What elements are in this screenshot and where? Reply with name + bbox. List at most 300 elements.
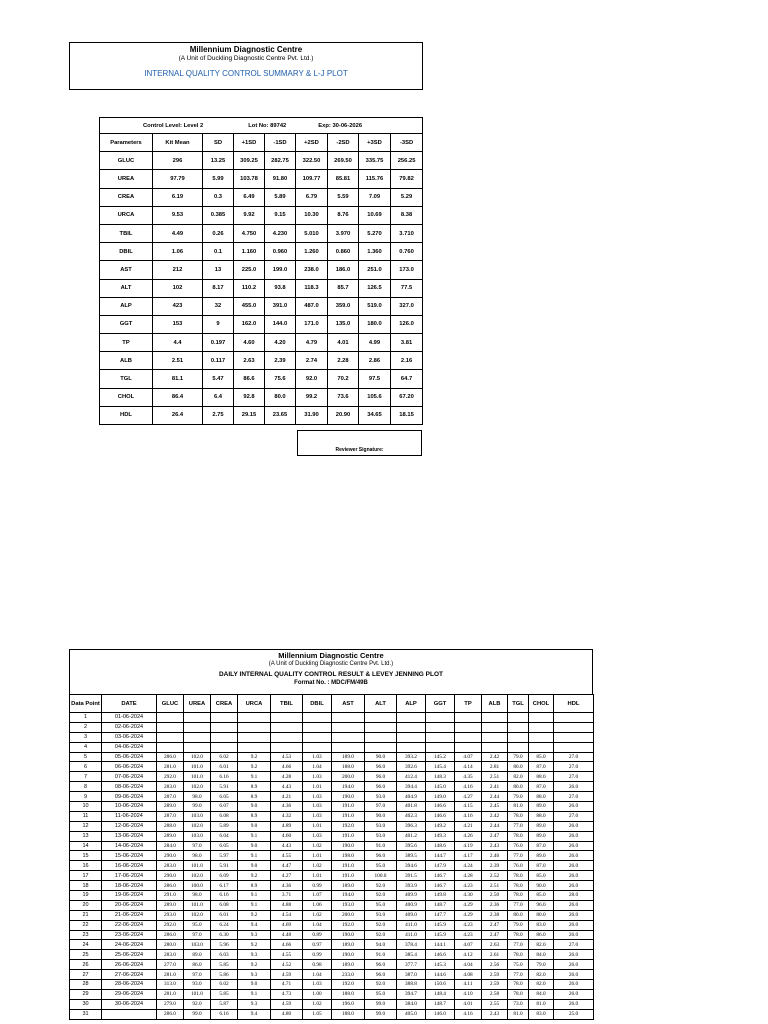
- result-date: 11-06-2024: [102, 811, 157, 821]
- result-value: 392.6: [397, 762, 426, 772]
- result-value: 93.0: [365, 821, 397, 831]
- result-value: 4.43: [271, 782, 303, 792]
- result-value: 146.6: [426, 811, 455, 821]
- result-value: 9.2: [238, 940, 271, 950]
- result-value: 193.0: [332, 900, 365, 910]
- summary-cell: 0.197: [203, 334, 234, 352]
- result-value: 89.0: [529, 821, 554, 831]
- result-value: 101.0: [184, 772, 211, 782]
- daily-row: [70, 821, 594, 831]
- result-value: [529, 742, 554, 752]
- summary-cell: 97.5: [359, 370, 391, 388]
- summary-cell: 67.20: [391, 388, 423, 406]
- result-value: 148.7: [426, 900, 455, 910]
- summary-cell: 2.86: [359, 352, 391, 370]
- result-value: 188.0: [332, 762, 365, 772]
- result-value: 81.0: [508, 1009, 529, 1019]
- result-value: 191.0: [332, 811, 365, 821]
- result-value: 25.0: [554, 1009, 594, 1019]
- result-value: 26.0: [554, 999, 594, 1009]
- result-value: 411.0: [397, 920, 426, 930]
- result-value: 291.0: [157, 891, 184, 901]
- result-value: 4.52: [271, 960, 303, 970]
- summary-cell: 519.0: [359, 297, 391, 315]
- expiry-date: Exp: 30-06-2026: [318, 122, 363, 129]
- summary-cell: 34.65: [359, 406, 391, 424]
- result-value: 394.4: [397, 782, 426, 792]
- result-value: 279.0: [157, 999, 184, 1009]
- result-value: 1.03: [303, 802, 332, 812]
- summary-cell: 105.6: [359, 388, 391, 406]
- result-value: 98.0: [184, 792, 211, 802]
- result-value: 404.9: [397, 792, 426, 802]
- result-value: 78.0: [508, 891, 529, 901]
- result-value: 100.0: [184, 881, 211, 891]
- result-value: 0.98: [303, 960, 332, 970]
- result-value: 2.59: [482, 980, 508, 990]
- result-value: 2.42: [482, 811, 508, 821]
- result-value: 4.16: [455, 782, 482, 792]
- summary-cell: 0.26: [203, 224, 234, 242]
- result-date: 16-06-2024: [102, 861, 157, 871]
- result-value: [184, 732, 211, 742]
- summary-cell: 0.960: [265, 243, 296, 261]
- summary-cell: 5.99: [203, 170, 234, 188]
- result-value: [426, 722, 455, 732]
- data-point: 26: [70, 960, 102, 970]
- result-value: 2.56: [482, 960, 508, 970]
- result-value: 4.26: [455, 831, 482, 841]
- summary-cell: 20.90: [328, 406, 359, 424]
- result-value: 103.0: [184, 831, 211, 841]
- summary-cell: 1.160: [234, 243, 265, 261]
- result-value: 409.0: [397, 910, 426, 920]
- summary-cell: 13: [203, 261, 234, 279]
- result-value: 77.0: [508, 821, 529, 831]
- daily-row: [70, 980, 594, 990]
- result-value: 27.0: [554, 752, 594, 762]
- result-value: 2.44: [482, 821, 508, 831]
- result-value: 92.0: [184, 999, 211, 1009]
- result-value: 145.2: [426, 752, 455, 762]
- result-value: 79.0: [529, 960, 554, 970]
- result-value: 26.0: [554, 900, 594, 910]
- result-value: 85.0: [529, 871, 554, 881]
- result-date: 26-06-2024: [102, 960, 157, 970]
- summary-cell: 0.860: [328, 243, 359, 261]
- summary-cell: 6.79: [296, 188, 328, 206]
- result-value: 6.02: [211, 980, 238, 990]
- data-point: 23: [70, 930, 102, 940]
- result-value: 6.07: [211, 802, 238, 812]
- result-date: 04-06-2024: [102, 742, 157, 752]
- summary-cell: 26.4: [153, 406, 203, 424]
- summary-cell: 80.0: [265, 388, 296, 406]
- result-value: 79.0: [508, 920, 529, 930]
- result-value: 4.23: [455, 930, 482, 940]
- summary-cell: 8.38: [391, 206, 423, 224]
- result-date: 09-06-2024: [102, 792, 157, 802]
- result-value: 81.0: [508, 802, 529, 812]
- result-value: 103.0: [184, 940, 211, 950]
- summary-cell: 162.0: [234, 315, 265, 333]
- result-value: 6.02: [211, 752, 238, 762]
- summary-cell: 3.970: [328, 224, 359, 242]
- result-value: [554, 732, 594, 742]
- result-value: 97.0: [184, 841, 211, 851]
- result-value: 6.16: [211, 891, 238, 901]
- daily-row: [70, 970, 594, 980]
- parameter-name: ALP: [100, 297, 153, 315]
- result-value: [238, 742, 271, 752]
- result-value: 9.0: [238, 841, 271, 851]
- result-value: 6.16: [211, 1009, 238, 1019]
- result-value: [365, 713, 397, 723]
- result-date: 17-06-2024: [102, 871, 157, 881]
- result-value: 1.03: [303, 831, 332, 841]
- summary-cell: 5.59: [328, 188, 359, 206]
- result-value: 191.0: [332, 871, 365, 881]
- result-value: 189.0: [332, 960, 365, 970]
- result-value: 1.07: [303, 891, 332, 901]
- control-level: Control Level: Level 2: [143, 122, 204, 129]
- result-value: 96.0: [529, 900, 554, 910]
- daily-row: [70, 910, 594, 920]
- result-value: 26.0: [554, 802, 594, 812]
- result-value: [211, 713, 238, 723]
- result-value: [365, 742, 397, 752]
- result-value: [238, 732, 271, 742]
- result-value: 9.2: [238, 762, 271, 772]
- daily-qc-table: [69, 694, 594, 1020]
- result-value: 1.01: [303, 821, 332, 831]
- daily-row: [70, 762, 594, 772]
- result-value: 101.0: [184, 762, 211, 772]
- result-value: 190.0: [332, 841, 365, 851]
- summary-cell: 4.79: [296, 334, 328, 352]
- result-value: 97.0: [365, 802, 397, 812]
- result-value: 79.0: [508, 752, 529, 762]
- result-value: 92.0: [365, 891, 397, 901]
- result-date: 18-06-2024: [102, 881, 157, 891]
- summary-row: [100, 261, 423, 279]
- data-point: 16: [70, 861, 102, 871]
- daily-row: [70, 713, 594, 723]
- result-value: 9.1: [238, 851, 271, 861]
- result-date: 02-06-2024: [102, 722, 157, 732]
- result-value: 97.0: [184, 930, 211, 940]
- data-point: 8: [70, 782, 102, 792]
- result-value: 85.0: [529, 891, 554, 901]
- summary-column-header: +1SD: [234, 134, 265, 152]
- result-value: [529, 713, 554, 723]
- result-value: 384.0: [397, 999, 426, 1009]
- result-value: 1.03: [303, 772, 332, 782]
- result-value: 81.0: [529, 999, 554, 1009]
- result-value: [332, 732, 365, 742]
- result-value: 286.0: [157, 881, 184, 891]
- result-value: [455, 722, 482, 732]
- result-value: 82.0: [529, 970, 554, 980]
- result-value: 401.2: [397, 831, 426, 841]
- summary-row: [100, 206, 423, 224]
- result-value: [211, 722, 238, 732]
- summary-cell: 85.7: [328, 279, 359, 297]
- result-value: 82.0: [529, 980, 554, 990]
- result-value: [397, 732, 426, 742]
- result-value: 73.0: [508, 999, 529, 1009]
- data-point: 11: [70, 811, 102, 821]
- result-value: 290.0: [157, 851, 184, 861]
- result-value: 288.0: [157, 821, 184, 831]
- result-value: 149.2: [426, 821, 455, 831]
- result-value: 0.97: [303, 940, 332, 950]
- result-value: 412.4: [397, 772, 426, 782]
- result-value: [211, 742, 238, 752]
- result-value: 1.02: [303, 861, 332, 871]
- result-value: 4.07: [455, 940, 482, 950]
- result-date: 28-06-2024: [102, 980, 157, 990]
- result-value: 4.21: [271, 792, 303, 802]
- data-point: 7: [70, 772, 102, 782]
- result-value: 89.0: [529, 802, 554, 812]
- daily-row: [70, 920, 594, 930]
- result-value: [184, 722, 211, 732]
- summary-cell: 79.82: [391, 170, 423, 188]
- summary-cell: 23.65: [265, 406, 296, 424]
- result-value: 96.0: [365, 851, 397, 861]
- result-value: 2.51: [482, 772, 508, 782]
- daily-column-header: CHOL: [529, 695, 554, 713]
- result-value: 4.11: [455, 980, 482, 990]
- result-value: 26.0: [554, 920, 594, 930]
- summary-cell: 115.76: [359, 170, 391, 188]
- result-value: [332, 722, 365, 732]
- summary-cell: 173.0: [391, 261, 423, 279]
- summary-cell: 4.60: [234, 334, 265, 352]
- result-value: 96.0: [365, 782, 397, 792]
- summary-org-sub: (A Unit of Duckling Diagnostic Centre Pvt. Ltd.): [178, 55, 314, 62]
- result-value: [426, 713, 455, 723]
- data-point: 14: [70, 841, 102, 851]
- result-value: 2.42: [482, 752, 508, 762]
- result-value: 100.0: [365, 871, 397, 881]
- result-value: 2.81: [482, 762, 508, 772]
- result-value: 389.5: [397, 851, 426, 861]
- daily-row: [70, 831, 594, 841]
- data-point: 6: [70, 762, 102, 772]
- result-value: 102.0: [184, 910, 211, 920]
- result-value: 99.0: [365, 999, 397, 1009]
- result-value: 102.0: [184, 821, 211, 831]
- result-value: 4.27: [271, 871, 303, 881]
- summary-cell: 225.0: [234, 261, 265, 279]
- result-value: 4.23: [455, 881, 482, 891]
- result-value: 4.27: [455, 792, 482, 802]
- result-value: [397, 713, 426, 723]
- result-value: 9.4: [238, 920, 271, 930]
- result-value: 146.6: [426, 802, 455, 812]
- result-value: [482, 713, 508, 723]
- data-point: 1: [70, 713, 102, 723]
- summary-cell: 4.230: [265, 224, 296, 242]
- summary-cell: 85.81: [328, 170, 359, 188]
- result-value: 89.0: [184, 950, 211, 960]
- result-value: 289.0: [157, 802, 184, 812]
- result-value: 1.02: [303, 910, 332, 920]
- summary-row: [100, 170, 423, 188]
- summary-cell: 103.78: [234, 170, 265, 188]
- daily-column-header: DBIL: [303, 695, 332, 713]
- summary-cell: 423: [153, 297, 203, 315]
- summary-title: INTERNAL QUALITY CONTROL SUMMARY & L-J PLOT: [144, 69, 348, 78]
- result-date: 05-06-2024: [102, 752, 157, 762]
- summary-cell: 9.92: [234, 206, 265, 224]
- result-value: 287.0: [157, 792, 184, 802]
- summary-cell: 1.260: [296, 243, 328, 261]
- summary-row: [100, 352, 423, 370]
- result-value: 6.05: [211, 841, 238, 851]
- result-value: [184, 713, 211, 723]
- result-value: 9.3: [238, 970, 271, 980]
- result-value: [157, 742, 184, 752]
- daily-row: [70, 881, 594, 891]
- result-value: 4.16: [455, 811, 482, 821]
- result-value: 4.48: [271, 930, 303, 940]
- result-value: 292.0: [157, 920, 184, 930]
- result-value: 2.47: [482, 920, 508, 930]
- result-value: 26.0: [554, 851, 594, 861]
- result-value: [508, 742, 529, 752]
- result-date: 06-06-2024: [102, 762, 157, 772]
- result-value: 5.91: [211, 782, 238, 792]
- daily-column-header: TP: [455, 695, 482, 713]
- result-value: 0.99: [303, 881, 332, 891]
- result-value: [455, 713, 482, 723]
- summary-cell: 102: [153, 279, 203, 297]
- result-value: 3.71: [271, 891, 303, 901]
- result-value: 281.0: [157, 970, 184, 980]
- result-value: 26.0: [554, 831, 594, 841]
- data-point: 18: [70, 881, 102, 891]
- result-value: 145.9: [426, 920, 455, 930]
- result-value: 385.4: [397, 950, 426, 960]
- summary-cell: 296: [153, 152, 203, 170]
- result-value: 281.0: [157, 989, 184, 999]
- summary-row: [100, 370, 423, 388]
- result-value: 9.3: [238, 950, 271, 960]
- result-value: 4.30: [455, 891, 482, 901]
- result-value: 1.05: [303, 1009, 332, 1019]
- result-date: 08-06-2024: [102, 782, 157, 792]
- result-value: 87.0: [529, 782, 554, 792]
- summary-header: [69, 42, 423, 90]
- result-value: 26.0: [554, 871, 594, 881]
- parameter-name: TGL: [100, 370, 153, 388]
- result-value: 4.55: [271, 851, 303, 861]
- result-value: [482, 732, 508, 742]
- result-value: 9.3: [238, 930, 271, 940]
- result-value: 145.9: [426, 930, 455, 940]
- summary-cell: 487.0: [296, 297, 328, 315]
- result-value: 2.51: [482, 881, 508, 891]
- summary-org-name: Millennium Diagnostic Centre: [189, 45, 303, 54]
- daily-column-header: GLUC: [157, 695, 184, 713]
- result-value: 189.0: [332, 881, 365, 891]
- summary-cell: 75.6: [265, 370, 296, 388]
- result-value: [508, 713, 529, 723]
- result-value: 2.50: [482, 891, 508, 901]
- daily-column-header: GGT: [426, 695, 455, 713]
- result-value: 200.0: [332, 772, 365, 782]
- result-value: 4.43: [271, 841, 303, 851]
- result-value: 77.0: [508, 970, 529, 980]
- result-value: 292.0: [157, 772, 184, 782]
- result-value: 1.00: [303, 989, 332, 999]
- daily-column-header: TBIL: [271, 695, 303, 713]
- result-value: 4.59: [271, 970, 303, 980]
- result-value: 286.0: [157, 1009, 184, 1019]
- result-value: 2.52: [482, 871, 508, 881]
- summary-row: [100, 279, 423, 297]
- summary-cell: 282.75: [265, 152, 296, 170]
- result-value: 95.0: [184, 920, 211, 930]
- summary-cell: 171.0: [296, 315, 328, 333]
- result-value: 2.44: [482, 792, 508, 802]
- result-value: 286.0: [157, 930, 184, 940]
- result-value: 394.7: [397, 989, 426, 999]
- result-value: 76.0: [508, 841, 529, 851]
- summary-cell: 5.270: [359, 224, 391, 242]
- result-value: 4.23: [455, 920, 482, 930]
- result-value: 5.91: [211, 861, 238, 871]
- result-value: 290.0: [157, 871, 184, 881]
- summary-column-header: +2SD: [296, 134, 328, 152]
- result-value: [365, 732, 397, 742]
- summary-cell: 359.0: [328, 297, 359, 315]
- daily-column-header: ALT: [365, 695, 397, 713]
- result-value: 90.0: [365, 811, 397, 821]
- result-value: 27.0: [554, 940, 594, 950]
- result-value: 2.47: [482, 930, 508, 940]
- result-value: 409.9: [397, 891, 426, 901]
- result-value: 5.96: [211, 940, 238, 950]
- result-value: 26.0: [554, 930, 594, 940]
- result-value: 9.4: [238, 1009, 271, 1019]
- result-date: 24-06-2024: [102, 940, 157, 950]
- summary-cell: 256.25: [391, 152, 423, 170]
- parameter-name: CHOL: [100, 388, 153, 406]
- result-date: 21-06-2024: [102, 910, 157, 920]
- result-value: 2.55: [482, 999, 508, 1009]
- daily-row: [70, 811, 594, 821]
- result-value: 92.0: [365, 930, 397, 940]
- summary-cell: 10.69: [359, 206, 391, 224]
- result-value: 283.0: [157, 782, 184, 792]
- result-value: 1.01: [303, 871, 332, 881]
- summary-cell: 3.81: [391, 334, 423, 352]
- result-value: 85.0: [529, 752, 554, 762]
- result-value: 4.89: [271, 821, 303, 831]
- result-value: 4.71: [271, 980, 303, 990]
- result-value: 6.04: [211, 831, 238, 841]
- result-value: [426, 732, 455, 742]
- summary-cell: 92.0: [296, 370, 328, 388]
- summary-row: [100, 315, 423, 333]
- daily-row: [70, 900, 594, 910]
- result-value: [332, 742, 365, 752]
- result-value: 5.86: [211, 970, 238, 980]
